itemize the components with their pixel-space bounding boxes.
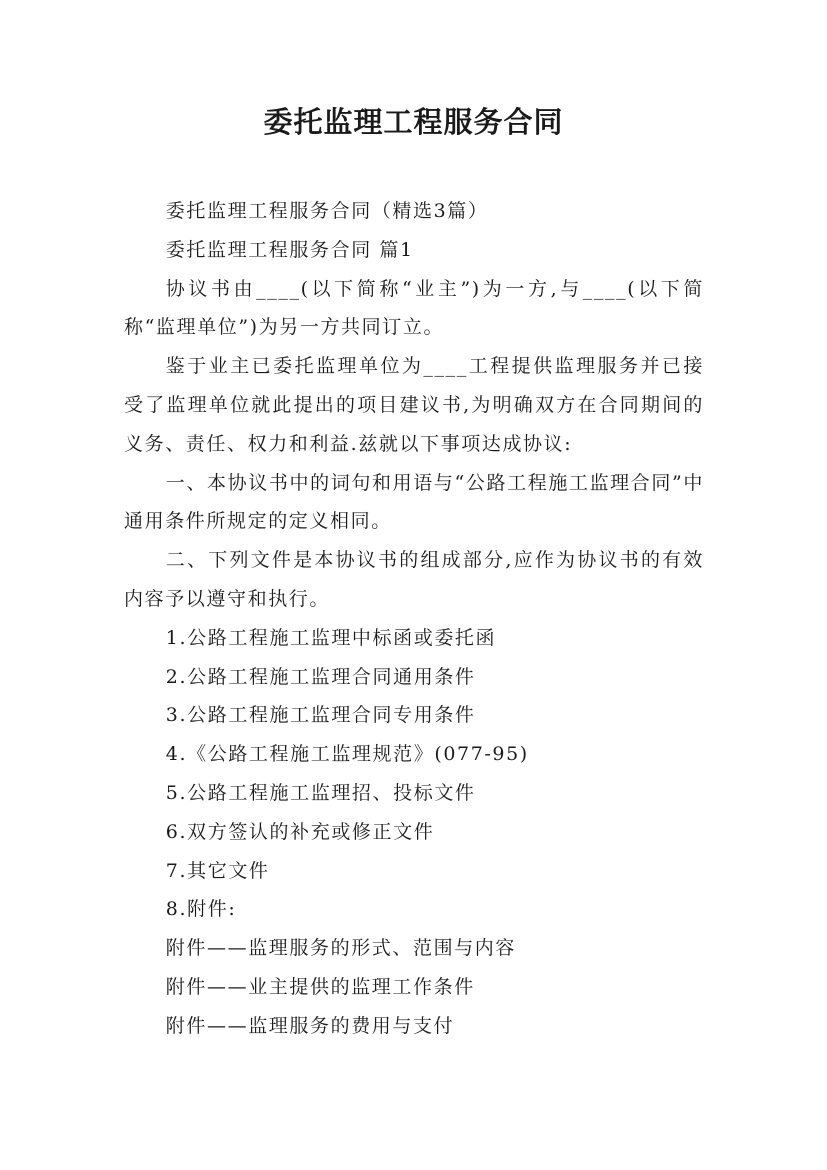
list-item: 6.双方签认的补充或修正文件 bbox=[165, 820, 435, 843]
paragraph: 协议书由____(以下简称“业主”)为一方,与____(以下简称“监理单位”)为另一方共同订立。 bbox=[124, 277, 704, 339]
paragraph: 鉴于业主已委托监理单位为____工程提供监理服务并已接受了监理单位就此提出的项目建议书,为明确双方在合同期间的义务、责任、权力和利益.兹就以下事项达成协议: bbox=[124, 355, 704, 455]
list-item: 1.公路工程施工监理中标函或委托函 bbox=[165, 626, 497, 649]
paragraph: 二、下列文件是本协议书的组成部分,应作为协议书的有效内容予以遵守和执行。 bbox=[124, 549, 704, 610]
list-item: 3.公路工程施工监理合同专用条件 bbox=[165, 704, 476, 727]
paragraph-section-heading: 委托监理工程服务合同 篇1 bbox=[165, 238, 414, 261]
list-item: 2.公路工程施工监理合同通用条件 bbox=[165, 665, 476, 688]
list-item: 8.附件: bbox=[165, 898, 237, 921]
list-item: 4.《公路工程施工监理规范》(077-95) bbox=[165, 743, 529, 766]
document-title: 委托监理工程服务合同 bbox=[263, 105, 564, 139]
list-item-attachment: 附件——监理服务的费用与支付 bbox=[165, 1014, 455, 1037]
paragraph: 一、本协议书中的词句和用语与“公路工程施工监理合同”中通用条件所规定的定义相同。 bbox=[124, 471, 704, 533]
list-item: 7.其它文件 bbox=[165, 859, 270, 882]
list-item: 5.公路工程施工监理招、投标文件 bbox=[165, 781, 476, 804]
list-item-attachment: 附件——监理服务的形式、范围与内容 bbox=[165, 937, 516, 960]
paragraph-subtitle: 委托监理工程服务合同（精选3篇） bbox=[165, 200, 489, 222]
document-body bbox=[124, 192, 704, 1046]
list-item-attachment: 附件——业主提供的监理工作条件 bbox=[165, 975, 475, 998]
